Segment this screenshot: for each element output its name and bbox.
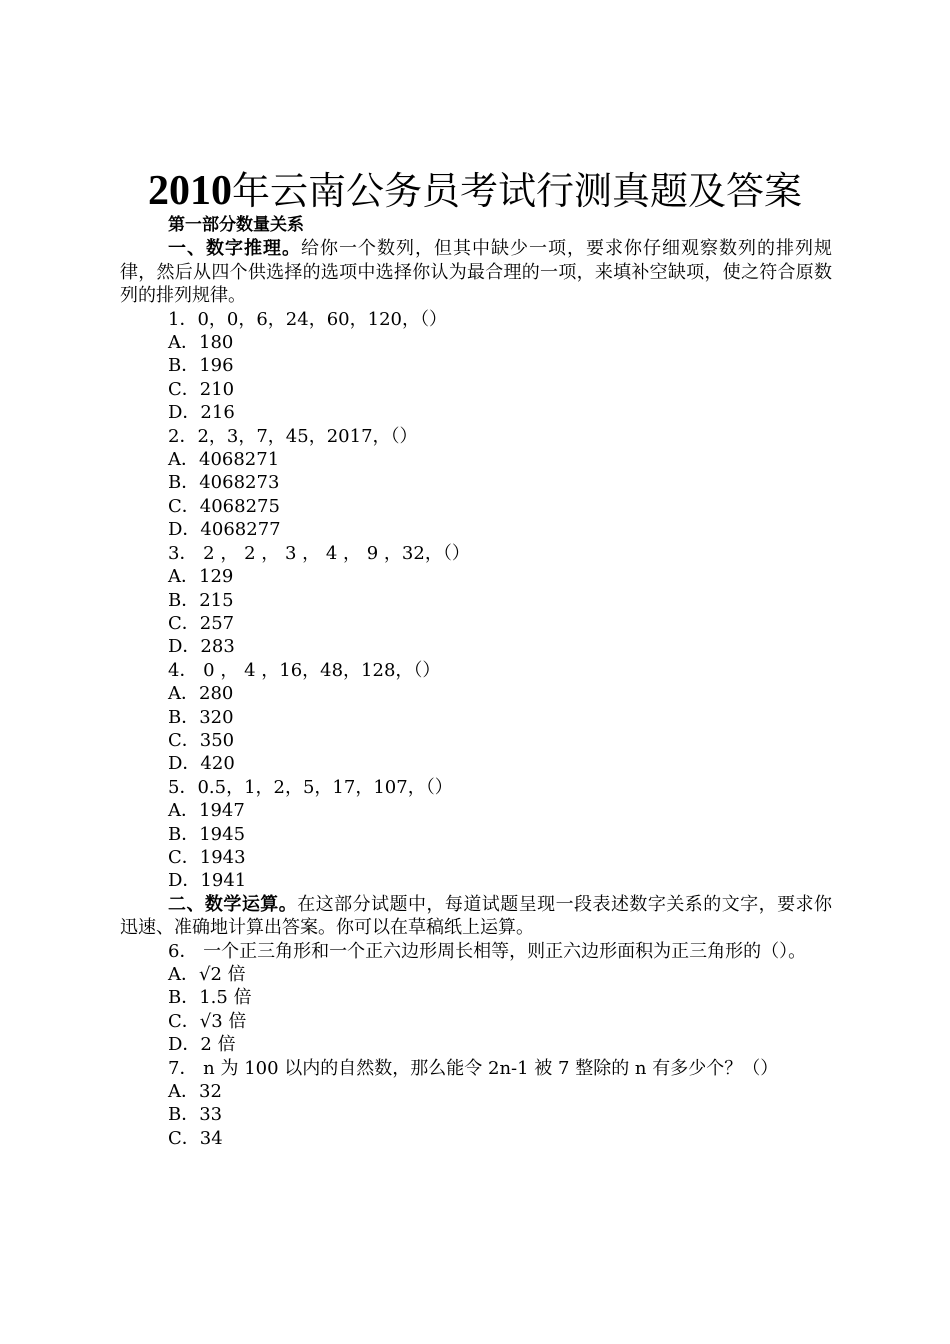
- question-1-option-c: C．210: [168, 378, 235, 400]
- question-1-option-a: A．180: [168, 332, 234, 354]
- question-7-option-a: A．32: [168, 1081, 222, 1103]
- question-6-option-a: A．√2 倍: [168, 964, 246, 985]
- question-7-option-b: B．33: [168, 1104, 223, 1126]
- question-5-option-b: B．1945: [168, 823, 246, 845]
- question-4-option-c: C．350: [168, 729, 235, 751]
- part-heading: 第一部分数量关系: [168, 215, 304, 235]
- question-6-option-d: D．2 倍: [168, 1034, 236, 1056]
- question-7-option-c: C．34: [168, 1127, 223, 1149]
- question-6-option-b: B．1.5 倍: [168, 987, 252, 1009]
- document-body: [120, 214, 832, 1150]
- question-3: 3． 2 ， 2 ， 3 ， 4 ， 9 ，32，（）: [168, 542, 470, 564]
- question-2: 2．2，3，7，45，2017，（）: [168, 425, 418, 447]
- question-4-option-b: B．320: [168, 706, 234, 728]
- question-5-option-c: C．1943: [168, 846, 246, 868]
- question-2-option-a: A．4068271: [168, 449, 280, 471]
- question-3-option-c: C．257: [168, 612, 235, 634]
- question-3-option-b: B．215: [168, 589, 234, 611]
- question-1: 1．0，0，6，24，60，120，（）: [168, 308, 447, 330]
- section-1-text: 给你一个数列，但其中缺少一项，要求你仔细观察数列的排列规律，然后从四个供选择的选项中选择你认为最合理的一项，来填补空缺项，使之符合原数列的排列规律。: [120, 238, 832, 307]
- question-3-option-a: A．129: [168, 566, 234, 588]
- document-title: [0, 168, 950, 214]
- question-2-option-d: D．4068277: [168, 519, 281, 541]
- title-text: 年云南公务员考试行测真题及答案: [231, 169, 802, 213]
- question-2-option-c: C．4068275: [168, 495, 280, 517]
- question-5-option-d: D．1941: [168, 870, 247, 892]
- section-2-text: 在这部分试题中，每道试题呈现一段表述数字关系的文字，要求你迅速、准确地计算出答案。你可以在草稿纸上运算。: [120, 893, 833, 939]
- question-4-option-a: A．280: [168, 683, 234, 705]
- question-3-option-d: D．283: [168, 636, 235, 658]
- question-6-option-c: C．√3 倍: [168, 1010, 247, 1032]
- question-1-option-d: D．216: [168, 402, 235, 424]
- question-2-option-b: B．4068273: [168, 472, 280, 494]
- section-1-heading: 一、数字推理。: [168, 238, 301, 260]
- question-7: 7． n 为 100 以内的自然数，那么能令 2n-1 被 7 整除的 n 有多少个？（）: [168, 1057, 779, 1079]
- section-2-intro: [120, 893, 832, 940]
- question-5: 5．0.5，1，2，5，17，107，（）: [168, 776, 453, 798]
- question-5-option-a: A．1947: [168, 800, 245, 822]
- question-6: 6． 一个正三角形和一个正六边形周长相等，则正六边形面积为正三角形的（）。: [168, 940, 807, 962]
- question-1-option-b: B．196: [168, 355, 234, 377]
- section-1-intro: [120, 237, 832, 307]
- question-4-option-d: D．420: [168, 753, 235, 775]
- title-year: 2010: [147, 168, 232, 214]
- question-4: 4． 0 ， 4 ，16，48，128，（）: [168, 659, 441, 681]
- section-2-heading: 二、数学运算。: [168, 893, 298, 915]
